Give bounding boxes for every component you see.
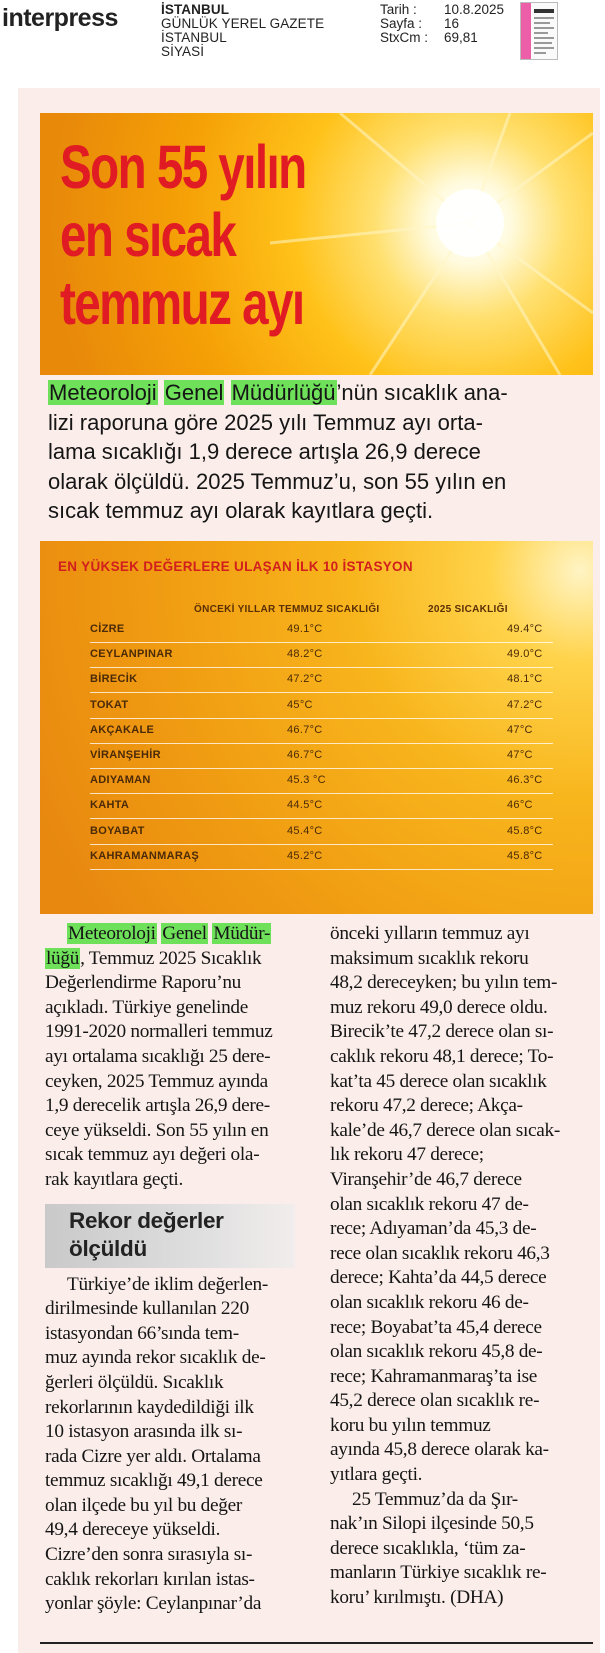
text-line: sıcak temmuz ayı değeri ola- [45, 1144, 260, 1166]
publication-region: İSTANBUL [161, 30, 227, 45]
body-column-1 [45, 922, 310, 1617]
text-line: yonlar şöyle: Ceylanpınar’da [45, 1593, 262, 1615]
text-line: muz rekoru 49,0 derece oldu. [330, 996, 548, 1018]
lead-line [48, 378, 598, 408]
table-row [90, 743, 553, 769]
thumbnail-line [534, 47, 554, 49]
text-line: kale’de 46,7 derece olan sıcak- [330, 1119, 560, 1141]
paragraph-4 [330, 1488, 595, 1611]
text-line: olan sıcaklık rekoru 47 de- [330, 1193, 529, 1215]
paragraph-1 [45, 971, 310, 1192]
text-line: 49,4 dereceye yükseldi. [45, 1519, 221, 1541]
text-line: 10 istasyon arasında ilk sı- [45, 1421, 243, 1443]
interpress-logo [2, 4, 118, 33]
station-name: BİRECİK [90, 673, 138, 686]
headline-line: en sıcak [60, 201, 236, 269]
thumbnail-line [534, 17, 554, 19]
lead-text: ’nün sıcaklık ana- [336, 380, 508, 405]
text-line: rekoru 47,2 derece; Akça- [330, 1095, 523, 1117]
text-line [45, 947, 310, 972]
previous-temp: 49.1°C [287, 623, 323, 635]
subheading [69, 1207, 224, 1263]
publication-city: İSTANBUL [161, 2, 230, 17]
previous-temp: 45.3 °C [287, 774, 326, 787]
text-line: rece; Boyabat’ta 45,4 derece [330, 1316, 542, 1338]
bottom-rule [40, 1642, 593, 1644]
temp-2025: 45.8°C [507, 849, 543, 862]
text-line: olan ilçede bu yıl bu değer [45, 1494, 242, 1516]
text-line: muz ayında rekor sıcaklık de- [45, 1347, 266, 1369]
lead-line: lama sıcaklığı 1,9 derece artışla 26,9 derece [48, 439, 481, 464]
text-line: istasyondan 66’sında tem- [45, 1322, 239, 1344]
lead-line: olarak ölçüldü. 2025 Temmuz’u, son 55 yılın en [48, 468, 507, 494]
table-row [90, 693, 553, 719]
text-line: 45,2 derece olan sıcaklık re- [330, 1390, 540, 1412]
text-line: Viranşehir’de 46,7 derece [330, 1168, 522, 1190]
text-line: önceki yılların temmuz ayı [330, 923, 530, 944]
date-label: Tarih : [380, 2, 417, 17]
logo-text: interpress [2, 4, 118, 32]
text-line: Cizre’den sonra sırasıyla sı- [45, 1544, 253, 1566]
highlight-term: Müdür- [213, 923, 271, 944]
size-label: StxCm : [380, 30, 429, 45]
text-line: rekorlarının kaydedildiği ilk [45, 1396, 254, 1418]
temp-2025: 48.1°C [507, 673, 543, 686]
text-line: 1,9 derecelik artışla 26,9 dere- [45, 1095, 270, 1117]
station-name: AKÇAKALE [90, 723, 155, 736]
table-row [90, 667, 553, 693]
lead-line: sıcak temmuz ayı olarak kayıtlara geçti. [48, 498, 434, 523]
subheading-box [45, 1204, 295, 1268]
text-line: lık rekoru 47 derece; [330, 1144, 484, 1166]
highlight-term: Meteoroloji [68, 923, 156, 944]
text-line: maksimum sıcaklık rekoru [330, 947, 529, 969]
text-line: rada Cizre yer aldı. Ortalama [45, 1445, 261, 1467]
text-line: rece; Kahramanmaraş’ta ise [330, 1365, 538, 1387]
text-line: manların Türkiye sıcaklık re- [330, 1562, 547, 1584]
previous-temp: 47.2°C [287, 673, 323, 686]
paragraph-3 [330, 922, 595, 1488]
text-line: caklık rekorları kırılan istas- [45, 1568, 255, 1590]
article-lead [48, 378, 598, 526]
thumbnail-line [534, 32, 548, 34]
thumbnail-color-strip [521, 3, 531, 60]
text-line: rece olan sıcaklık rekoru 46,3 [330, 1242, 550, 1264]
text-line: 1991-2020 normalleri temmuz [45, 1021, 273, 1043]
thumbnail-line [534, 52, 546, 54]
stations-table-graphic [40, 541, 593, 914]
lead-line: lizi raporuna göre 2025 yılı Temmuz ayı orta- [48, 409, 483, 435]
text-line: ğerleri ölçüldü. Sıcaklık [45, 1371, 224, 1393]
text-line: derece sıcaklıkla, ‘tüm za- [330, 1537, 526, 1559]
text-line: rece; Adıyaman’da 45,3 de- [330, 1218, 537, 1240]
date-value: 10.8.2025 [444, 2, 505, 17]
table-row [90, 793, 553, 819]
table-row [90, 617, 553, 643]
table-row [90, 819, 553, 845]
station-name: VİRANŞEHİR [90, 749, 161, 761]
text-line: olan sıcaklık rekoru 45,8 de- [330, 1341, 543, 1363]
table-header-previous: ÖNCEKİ YILLAR TEMMUZ SICAKLIĞI [194, 604, 380, 615]
previous-temp: 45.4°C [287, 824, 323, 837]
meta-date-row [380, 3, 504, 17]
text-line: koru’ kırılmıştı. (DHA) [330, 1587, 504, 1609]
table-header-2025: 2025 SICAKLIĞI [428, 604, 508, 615]
thumbnail-line [534, 22, 550, 24]
highlight-term: lüğü [46, 947, 80, 969]
table-row [90, 718, 553, 744]
text-line: dirilmesinde kullanılan 220 [45, 1298, 249, 1320]
highlight-term: Müdürlüğü [231, 380, 336, 405]
text-line: rak kayıtlara geçti. [45, 1168, 183, 1190]
previous-temp: 46.7°C [287, 749, 323, 761]
station-name: BOYABAT [90, 824, 145, 837]
text-line: yıtlara geçti. [330, 1464, 423, 1486]
page-thumbnail[interactable] [520, 2, 558, 60]
size-value: 69,81 [444, 30, 478, 45]
text-fragment: , Temmuz 2025 Sıcaklık [80, 947, 262, 969]
text-line: Birecik’te 47,2 derece olan sı- [330, 1021, 554, 1043]
headline-line: temmuz ayı [60, 269, 304, 337]
previous-temp: 45°C [287, 698, 313, 711]
text-line: ayı ortalama sıcaklığı 25 dere- [45, 1045, 271, 1067]
station-name: ADIYAMAN [90, 774, 151, 787]
station-name: CİZRE [90, 623, 125, 635]
previous-temp: 45.2°C [287, 849, 323, 862]
previous-temp: 44.5°C [287, 799, 323, 812]
temp-2025: 49.4°C [507, 623, 543, 635]
temp-2025: 49.0°C [507, 648, 543, 661]
subheading-line: Rekor değerler [69, 1208, 224, 1233]
paragraph-2 [45, 1273, 310, 1617]
text-line: Türkiye’de iklim değerlen- [67, 1273, 268, 1295]
clipping-meta [380, 3, 504, 45]
text-line: derece; Kahta’da 44,5 derece [330, 1267, 547, 1289]
station-name: TOKAT [90, 698, 129, 711]
thumbnail-line [534, 27, 554, 29]
text-line: olan sıcaklık rekoru 46 de- [330, 1291, 529, 1313]
temp-2025: 45.8°C [507, 824, 543, 837]
meta-page-row [380, 17, 504, 31]
text-line [45, 922, 310, 947]
body-column-2 [330, 922, 595, 1611]
temp-2025: 46.3°C [507, 774, 543, 787]
meta-size-row [380, 31, 504, 45]
thumbnail-masthead [534, 9, 554, 13]
headline-line: Son 55 yılın [60, 133, 306, 201]
text-line: Değerlendirme Raporu’nu [45, 972, 242, 994]
table-title: EN YÜKSEK DEĞERLERE ULAŞAN İLK 10 İSTASYON [58, 559, 413, 574]
temp-2025: 47.2°C [507, 698, 543, 711]
publication-type: GÜNLÜK YEREL GAZETE [161, 16, 325, 31]
text-line: ceye yükseldi. Son 55 yılın en [45, 1119, 269, 1141]
thumbnail-line [534, 37, 554, 39]
text-line: caklık rekoru 48,1 derece; To- [330, 1045, 554, 1067]
subheading-line: ölçüldü [69, 1236, 147, 1261]
text-line: 25 Temmuz’da da Şır- [352, 1488, 518, 1510]
station-name: KAHTA [90, 799, 130, 812]
text-line: koru bu yılın temmuz [330, 1414, 491, 1436]
publication-category: SİYASİ [161, 44, 205, 59]
clipping-header [0, 0, 605, 80]
text-line: ayında 45,8 derece olarak ka- [330, 1439, 549, 1461]
table-row [90, 768, 553, 794]
page-value: 16 [444, 16, 460, 31]
text-line: 48,2 dereceyken; bu yılın tem- [330, 972, 558, 994]
highlight-term: Genel [164, 380, 224, 405]
text-line: ceyken, 2025 Temmuz ayında [45, 1070, 268, 1092]
page-label: Sayfa : [380, 16, 423, 31]
text-line: temmuz sıcaklığı 49,1 derece [45, 1470, 263, 1492]
station-name: CEYLANPINAR [90, 648, 173, 661]
temp-2025: 47°C [507, 749, 533, 761]
highlight-term: Genel [162, 923, 207, 944]
station-name: KAHRAMANMARAŞ [90, 849, 200, 862]
previous-temp: 48.2°C [287, 648, 323, 661]
article-headline [60, 133, 325, 337]
publication-info [161, 3, 324, 59]
highlight-term: Meteoroloji [49, 380, 157, 405]
text-line: açıkladı. Türkiye genelinde [45, 996, 249, 1018]
text-line: kat’ta 45 derece olan sıcaklık [330, 1070, 547, 1092]
table-row [90, 844, 553, 870]
table-row [90, 642, 553, 668]
thumbnail-line [534, 42, 552, 44]
previous-temp: 46.7°C [287, 723, 323, 736]
text-line: nak’ın Silopi ilçesinde 50,5 [330, 1513, 534, 1535]
temp-2025: 46°C [507, 799, 533, 812]
temp-2025: 47°C [507, 723, 533, 736]
